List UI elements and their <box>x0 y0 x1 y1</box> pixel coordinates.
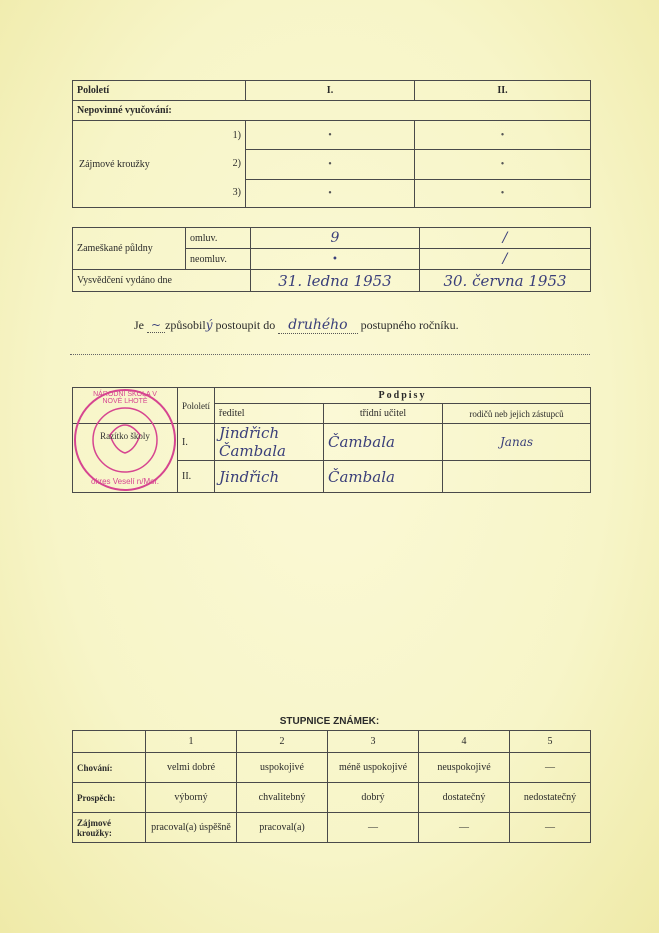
rocnik-hand: druhého <box>278 317 357 334</box>
grade-cell: chvalitebný <box>237 783 328 813</box>
grade-cell: méně uspokojivé <box>328 753 419 783</box>
sig-tridni-ii: Čambala <box>324 461 443 493</box>
neomluv-ii-value: / <box>420 249 591 270</box>
nepovinne-label: Nepovinné vyučování: <box>73 101 591 121</box>
grade-header-4: 4 <box>419 731 510 753</box>
mark-cell: • <box>415 150 591 179</box>
row-3-label: 3) <box>232 187 241 199</box>
date-i: 31. ledna 1953 <box>251 270 420 292</box>
stamp-text-bottom: okres Veselí n/Mor. <box>90 477 160 486</box>
grades-row-label: Zájmové kroužky: <box>73 813 146 843</box>
reditel-header: ředitel <box>215 404 324 424</box>
tridni-header: třídní učitel <box>324 404 443 424</box>
grade-header-3: 3 <box>328 731 419 753</box>
sig-tridni-i: Čambala <box>324 424 443 461</box>
sig-rodic-i: Janas <box>443 424 591 461</box>
je-text: Je <box>134 318 144 332</box>
pololeti-sig-label: Pololetí <box>178 388 215 424</box>
row-2-label: 2) <box>232 158 241 170</box>
zpusobil-text: způsobil <box>165 318 206 332</box>
mark-cell: • <box>415 179 591 207</box>
grades-row-label: Prospěch: <box>73 783 146 813</box>
zajmove-cell <box>73 121 246 208</box>
grade-cell: neuspokojivé <box>419 753 510 783</box>
stamp-text-top: NÁRODNÍ ŠKOLA V NOVÉ LHOTĚ <box>93 391 157 405</box>
mark-cell: • <box>246 121 415 150</box>
grade-cell: — <box>510 753 591 783</box>
grade-cell: nedostatečný <box>510 783 591 813</box>
grade-cell: dobrý <box>328 783 419 813</box>
vysvedceni-label: Vysvědčení vydáno dne <box>73 270 251 292</box>
grade-cell: pracoval(a) <box>237 813 328 843</box>
suffix-hand: ý <box>205 318 213 332</box>
omluv-label: omluv. <box>186 228 251 249</box>
grade-header-2: 2 <box>237 731 328 753</box>
neomluv-i-value: • <box>251 249 420 270</box>
row-1-label: 1) <box>232 129 241 141</box>
school-stamp <box>70 385 180 495</box>
grades-header-empty <box>73 731 146 753</box>
row-i-label: I. <box>178 424 215 461</box>
grades-row-label: Chování: <box>73 753 146 783</box>
postoupit-text: postoupit do <box>215 318 276 332</box>
grade-header-1: 1 <box>146 731 237 753</box>
grade-cell: uspokojivé <box>237 753 328 783</box>
absence-table <box>72 227 591 292</box>
zameskane-label: Zameškané půldny <box>73 228 186 270</box>
promotion-line <box>134 317 554 333</box>
zajmove-label: Zájmové kroužky <box>79 158 150 170</box>
rodicu-header: rodičů neb jejich zástupců <box>443 404 591 424</box>
grade-cell: velmi dobré <box>146 753 237 783</box>
stamp-center: Razítko školy <box>100 431 150 441</box>
grade-cell: — <box>328 813 419 843</box>
semester-1-header: I. <box>246 81 415 101</box>
omluv-ii-value: / <box>420 228 591 249</box>
grade-cell: dostatečný <box>419 783 510 813</box>
neomluv-label: neomluv. <box>186 249 251 270</box>
row-ii-label: II. <box>178 461 215 493</box>
postupneho-text: postupného ročníku. <box>360 318 459 332</box>
sig-reditel-ii: Jindřich <box>215 461 324 493</box>
separator-line <box>70 354 590 355</box>
mark-cell: • <box>415 121 591 150</box>
grade-cell: — <box>510 813 591 843</box>
promotion-blank: ~ <box>147 318 165 333</box>
sig-reditel-i: Jindřich Čambala <box>215 424 324 461</box>
grades-table <box>72 730 591 843</box>
subjects-table <box>72 80 591 208</box>
date-ii: 30. června 1953 <box>420 270 591 292</box>
podpisy-header: Podpisy <box>215 388 591 404</box>
grades-title: STUPNICE ZNÁMEK: <box>279 716 380 727</box>
grade-cell: pracoval(a) úspěšně <box>146 813 237 843</box>
grade-cell: výborný <box>146 783 237 813</box>
pololeti-label: Pololetí <box>73 81 246 101</box>
omluv-i-value: 9 <box>251 228 420 249</box>
semester-2-header: II. <box>415 81 591 101</box>
grade-header-5: 5 <box>510 731 591 753</box>
grade-cell: — <box>419 813 510 843</box>
mark-cell: • <box>246 150 415 179</box>
mark-cell: • <box>246 179 415 207</box>
